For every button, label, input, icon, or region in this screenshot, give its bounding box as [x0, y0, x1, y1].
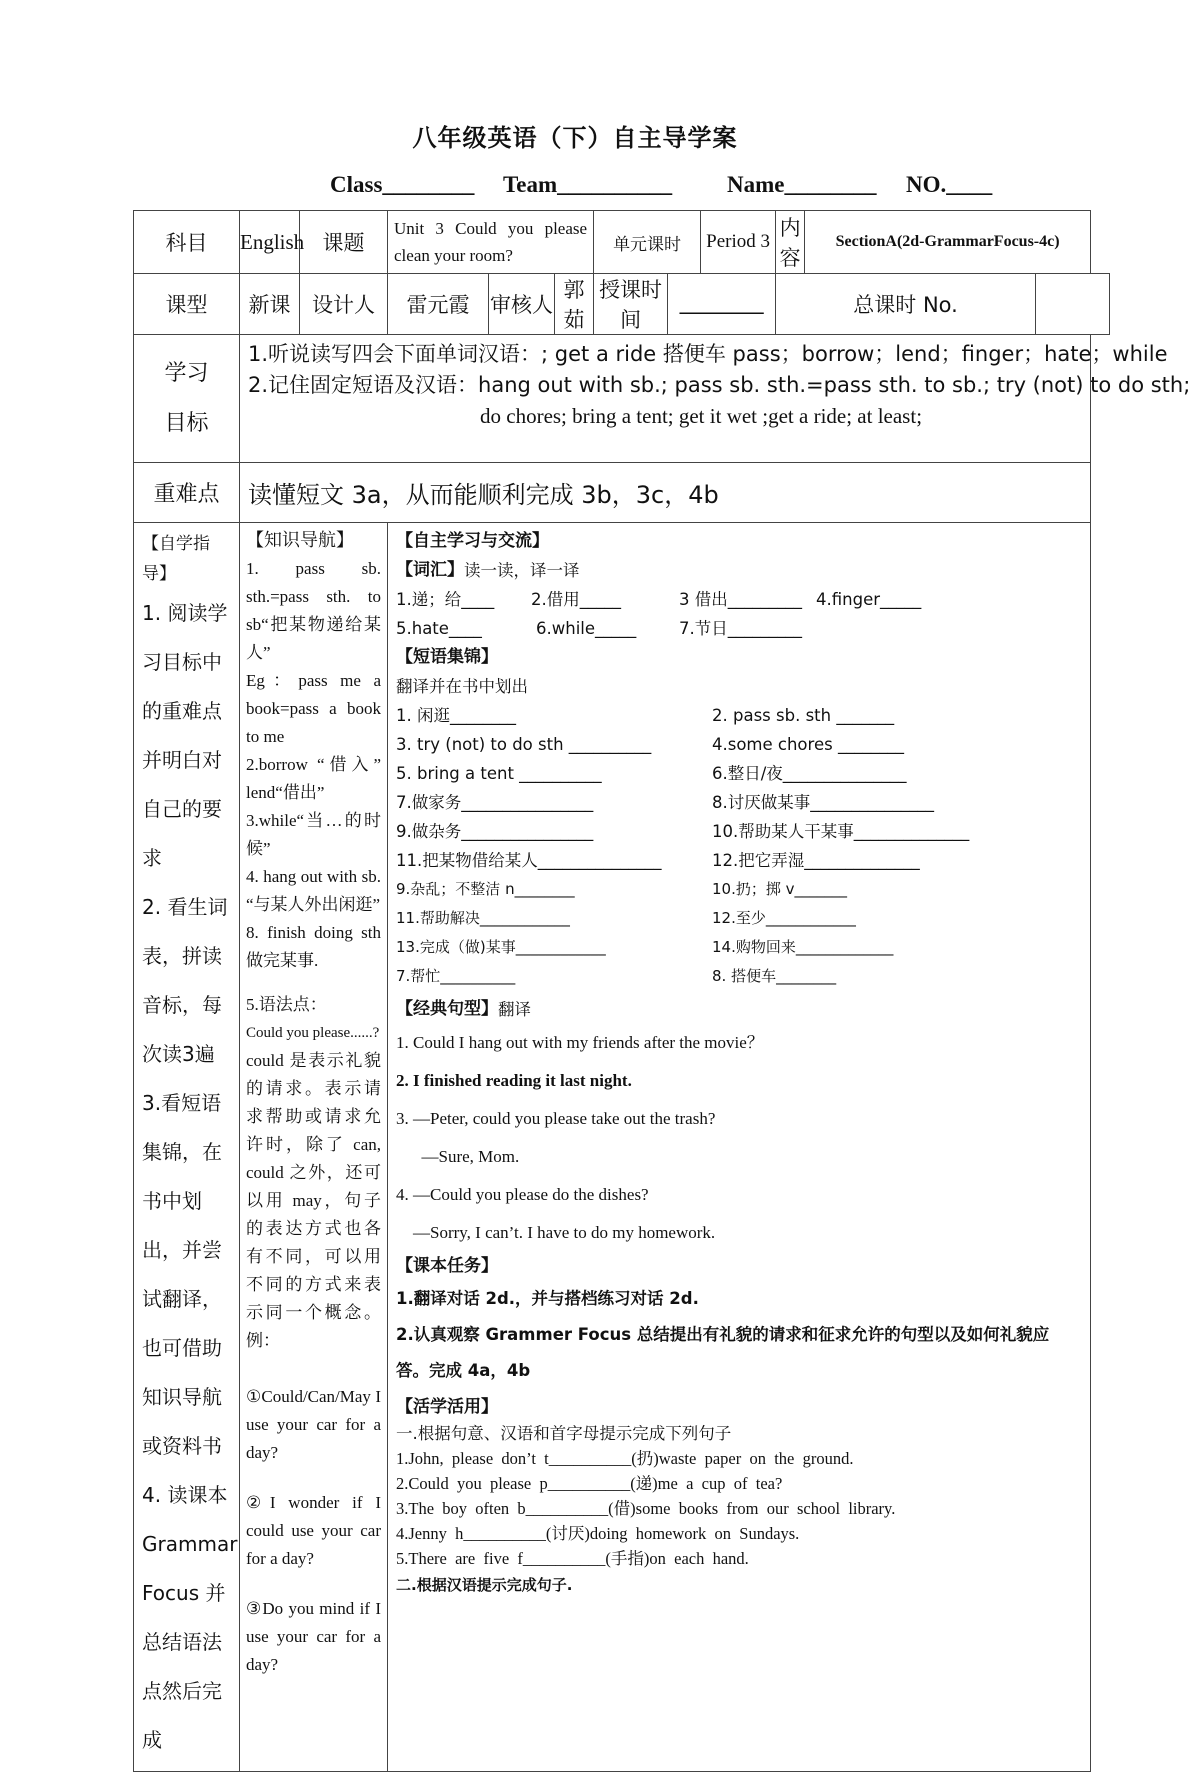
phrase-item: 10.帮助某人干某事______________: [712, 822, 970, 841]
page-title: 八年级英语（下）自主导学案: [412, 124, 738, 152]
topic-label: 课题: [300, 211, 388, 274]
phrase-row: [396, 846, 1082, 875]
knowledge-example: ②I wonder if I could use your car for a day?: [246, 1493, 381, 1568]
phrase-item: 1. 闲逛________: [396, 706, 516, 725]
task-item: 2.认真观察 Grammer Focus 总结提出有礼貌的请求和征求允许的句型以及如何礼貌应答。完成 4a，4b: [396, 1325, 1050, 1380]
goal-line-2: 2.记住固定短语及汉语：hang out with sb.; pass sb. sth.=pass sth. to sb.; try (not) to do sth;: [248, 373, 1191, 397]
topic-value: Unit 3 Could you please clean your room?: [388, 211, 594, 274]
content-row: [134, 523, 1110, 1772]
knowledge-point: 3.while“当…的时候”: [246, 811, 381, 858]
task-header: 【课本任务】: [396, 1256, 498, 1276]
sentences-hint: 翻译: [498, 1000, 531, 1019]
designer-label: 设计人: [300, 274, 388, 335]
content-label: 内容: [776, 211, 805, 274]
phrase-row: [396, 933, 1082, 962]
phrase-item: 9.做杂务________________: [396, 822, 594, 841]
goal-line-1: 1.听说读写四会下面单词汉语：; get a ride 搭便车 pass；borrow；lend；finger；hate；while: [248, 342, 1168, 366]
vocab-item: 1.递；给____: [396, 590, 495, 609]
phrase-item: 2. pass sb. sth _______: [712, 706, 895, 725]
type-value: 新课: [240, 274, 300, 335]
reviewer-label: 审核人: [489, 274, 555, 335]
knowledge-point: 4. hang out with sb. “与某人外出闲逛”: [246, 867, 381, 914]
time-value: ________: [668, 274, 776, 335]
phrase-item: 7.帮忙__________: [396, 967, 516, 985]
worksheet-table: [133, 210, 1191, 1772]
knowledge-point: 1. pass sb. sth.=pass sth. to sb“把某物递给某人”: [246, 559, 381, 662]
phrase-row: [396, 904, 1082, 933]
designer-value: 雷元霞: [388, 274, 489, 335]
phrase-item: 13.完成（做)某事____________: [396, 938, 606, 956]
header-row-1: [134, 211, 1110, 274]
knowledge-point: Could you please......?: [246, 1025, 380, 1041]
knowledge-example: ①Could/Can/May I use your car for a day?: [246, 1387, 381, 1462]
vocab-item: 6.while_____: [536, 619, 637, 638]
key-points-row: [134, 463, 1110, 523]
knowledge-point: 2.borrow “借入” lend“借出”: [246, 755, 381, 802]
time-label: 授课时间: [594, 274, 668, 335]
content-value: SectionA(2d-GrammarFocus-4c): [805, 211, 1091, 274]
sentence: 4. —Could you please do the dishes?: [396, 1185, 649, 1204]
knowledge-point: 5.语法点：: [246, 995, 327, 1014]
goal-line-3: do chores; bring a tent; get it wet ;get a ride; at least;: [480, 404, 923, 428]
practice-item: 5.There are five f__________(手指)on each hand.: [396, 1549, 749, 1568]
phrase-item: 3. try (not) to do sth __________: [396, 735, 652, 754]
phrase-item: 11.把某物借给某人_______________: [396, 851, 662, 870]
practice-item: 1.John, please don’t t__________(扔)waste paper on the ground.: [396, 1449, 854, 1468]
self-guide-item: 3.看短语集锦，在书中划出，并尝试翻译，也可借助知识导航或资料书: [142, 1091, 222, 1458]
type-label: 课型: [134, 274, 240, 335]
study-column: [388, 523, 1091, 1772]
phrase-row: [396, 817, 1082, 846]
vocab-item: 3 借出_________: [679, 590, 802, 609]
phrase-item: 7.做家务________________: [396, 793, 594, 812]
phrase-row: [396, 701, 1082, 730]
total-hours-label: 总课时 No.: [776, 274, 1036, 335]
self-guide-item: 4. 读课本 Grammar Focus 并总结语法点然后完成: [142, 1483, 238, 1752]
period-value: Period 3: [701, 211, 776, 274]
self-guide-header: 【自学指导】: [142, 534, 210, 584]
phrase-item: 4.some chores ________: [712, 735, 904, 754]
sentence: 3. —Peter, could you please take out the trash?: [396, 1109, 716, 1128]
knowledge-point: could 是表示礼貌的请求。表示请求帮助或请求允许时，除了 can, could 之外，还可以用 may，句子的表达方式也各有不同，可以用不同的方式来表示同一个概念。例：: [246, 1051, 381, 1350]
task-item: 1.翻译对话 2d.，并与搭档练习对话 2d.: [396, 1289, 699, 1308]
practice-header: 【活学活用】: [396, 1397, 498, 1417]
period-label: 单元课时: [594, 211, 701, 274]
vocab-item: 2.借用_____: [531, 590, 621, 609]
phrase-item: 9.杂乱；不整洁 n________: [396, 880, 575, 898]
phrases-header: 【短语集锦】: [396, 647, 498, 667]
phrase-row: [396, 730, 1082, 759]
header-row-2: [134, 274, 1110, 335]
vocab-hint: 读一读，译一译: [464, 561, 580, 580]
phrase-item: 10.扔；掷 v_______: [712, 880, 848, 898]
phrase-row: [396, 788, 1082, 817]
phrase-item: 12.至少____________: [712, 909, 856, 927]
total-hours-value: [1036, 274, 1110, 335]
key-points-label: 重难点: [134, 463, 240, 523]
practice-part-two: 二.根据汉语提示完成句子.: [396, 1576, 573, 1594]
class-field: Class________: [330, 172, 475, 197]
phrase-row: [396, 875, 1082, 904]
phrase-row: [396, 962, 1082, 991]
phrase-list: [396, 701, 1082, 991]
self-guide-column: [134, 523, 240, 1772]
name-field: Name________: [727, 172, 877, 197]
vocab-item: 7.节日_________: [679, 619, 802, 638]
sentence: 1. Could I hang out with my friends after the movie？: [396, 1033, 764, 1052]
self-guide-item: 2. 看生词表，拼读音标，每次读3遍: [142, 895, 228, 1066]
phrase-item: 5. bring a tent __________: [396, 764, 602, 783]
phrase-item: 6.整日/夜_______________: [712, 764, 907, 783]
reviewer-value: 郭茹: [555, 274, 594, 335]
sentence: 2. I finished reading it last night.: [396, 1071, 632, 1090]
subject-label: 科目: [134, 211, 240, 274]
key-points-text: 读懂短文 3a，从而能顺利完成 3b，3c，4b: [240, 463, 1091, 523]
knowledge-example: ③Do you mind if I use your car for a day?: [246, 1599, 381, 1674]
phrases-hint: 翻译并在书中划出: [396, 677, 528, 696]
practice-item: 3.The boy often b__________(借)some books from our school library.: [396, 1499, 896, 1518]
number-field: NO.____: [906, 172, 993, 197]
goals-row: [134, 335, 1110, 463]
team-field: Team__________: [503, 172, 673, 197]
phrase-item: 12.把它弄湿______________: [712, 851, 920, 870]
vocab-header: 【词汇】: [396, 560, 464, 580]
phrase-row: [396, 759, 1082, 788]
sentence: —Sure, Mom.: [396, 1147, 520, 1166]
knowledge-point: Eg：pass me a book=pass a book to me: [246, 671, 381, 746]
vocab-item: 4.finger_____: [816, 590, 922, 609]
goals-content: [240, 335, 1191, 463]
practice-item: 4.Jenny h__________(讨厌)doing homework on Sundays.: [396, 1524, 800, 1543]
practice-item: 2.Could you please p__________(递)me a cup of tea?: [396, 1474, 783, 1493]
sentences-header: 【经典句型】: [396, 999, 498, 1019]
sentence: —Sorry, I can’t. I have to do my homework.: [396, 1223, 716, 1242]
phrase-item: 8. 搭便车________: [712, 967, 837, 985]
knowledge-header: 【知识导航】: [246, 530, 354, 551]
vocab-item: 5.hate____: [396, 619, 482, 638]
phrase-item: 11.帮助解决____________: [396, 909, 570, 927]
goals-label: 学习目标: [134, 335, 240, 463]
self-guide-item: 1. 阅读学习目标中的重难点并明白对自己的要求: [142, 601, 228, 870]
phrase-item: 8.讨厌做某事_______________: [712, 793, 934, 812]
subject-value: English: [240, 211, 300, 274]
knowledge-point: 8. finish doing sth 做完某事.: [246, 923, 381, 970]
knowledge-column: [240, 523, 388, 1772]
study-header: 【自主学习与交流】: [396, 531, 549, 551]
practice-intro: 一.根据句意、汉语和首字母提示完成下列句子: [396, 1424, 732, 1443]
phrase-item: 14.购物回来_____________: [712, 938, 894, 956]
